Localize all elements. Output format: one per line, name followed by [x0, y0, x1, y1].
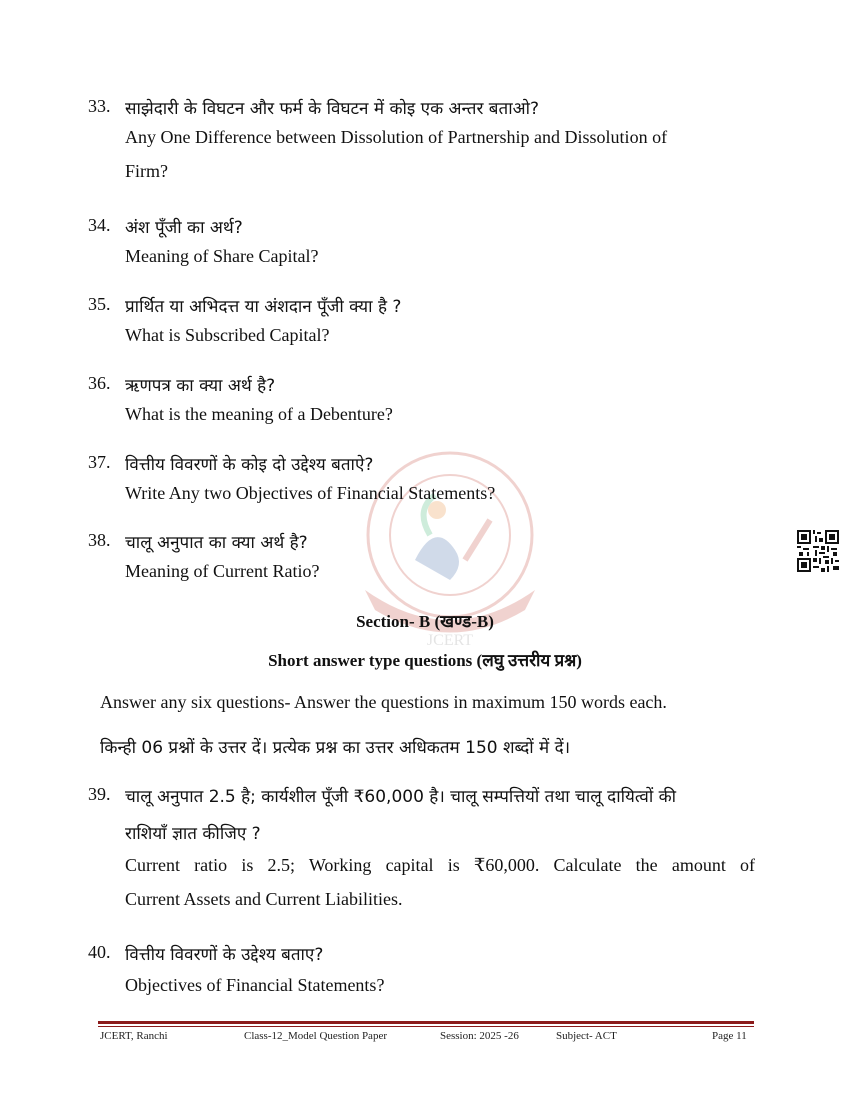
question-number: 35. [88, 294, 111, 314]
footer-paper: Class-12_Model Question Paper [244, 1030, 387, 1042]
question-text-english: What is the meaning of a Debenture? [125, 404, 393, 424]
section-subtitle: Short answer type questions (लघु उत्तरीय प्रश्न) [268, 651, 582, 670]
question-text-english: Write Any two Objectives of Financial Statements? [125, 483, 496, 503]
footer-rule-thick [98, 1021, 754, 1024]
question-number: 38. [88, 530, 111, 550]
question-number: 36. [88, 373, 111, 393]
instruction-hindi: किन्ही 06 प्रश्नों के उत्तर दें। प्रत्येक प्रश्न का उत्तर अधिकतम 150 शब्दों में दें। [100, 738, 571, 758]
question-text-english: Any One Difference between Dissolution of Partnership and Dissolution of [125, 127, 668, 147]
question-text-hindi: साझेदारी के विघटन और फर्म के विघटन में कोइ एक अन्तर बताओ? [125, 99, 540, 119]
question-number: 33. [88, 96, 111, 116]
question-text-english: Meaning of Current Ratio? [125, 561, 320, 581]
question-text-hindi: चालू अनुपात 2.5 है; कार्यशील पूँजी ₹60,000 है। चालू सम्पत्तियों तथा चालू दायित्वों की [125, 787, 677, 807]
question-text-hindi: वित्तीय विवरणों के उद्देश्य बताए? [125, 945, 324, 965]
question-number: 37. [88, 452, 111, 472]
question-text-hindi: चालू अनुपात का क्या अर्थ है? [125, 533, 308, 553]
question-text-hindi-cont: राशियाँ ज्ञात कीजिए ? [125, 824, 261, 844]
question-text-hindi: वित्तीय विवरणों के कोइ दो उद्देश्य बताऐ? [125, 455, 374, 475]
question-text-english-cont: Current Assets and Current Liabilities. [125, 889, 403, 909]
footer-page-number: Page 11 [712, 1030, 747, 1042]
instruction-english: Answer any six questions- Answer the questions in maximum 150 words each. [100, 692, 667, 712]
qr-code-icon [797, 530, 839, 572]
footer-rule-thin [98, 1026, 754, 1027]
question-number: 39. [88, 784, 111, 804]
question-text-english: Meaning of Share Capital? [125, 246, 319, 266]
question-text-english: Current ratio is 2.5; Working capital is ₹60,000. Calculate the amount of [125, 855, 755, 875]
question-text-hindi: अंश पूँजी का अर्थ? [125, 218, 243, 238]
question-number: 40. [88, 942, 111, 962]
question-text-hindi: प्रार्थित या अभिदत्त या अंशदान पूँजी क्या है ? [125, 297, 402, 317]
footer-subject: Subject- ACT [556, 1030, 617, 1042]
section-title: Section- B (खण्ड-B) [356, 612, 494, 631]
question-text-hindi: ऋणपत्र का क्या अर्थ है? [125, 376, 276, 396]
question-number: 34. [88, 215, 111, 235]
footer-session: Session: 2025 -26 [440, 1030, 519, 1042]
question-text-english-cont: Firm? [125, 161, 168, 181]
watermark-text: JCERT [426, 632, 474, 649]
footer-org: JCERT, Ranchi [100, 1030, 168, 1042]
question-text-english: What is Subscribed Capital? [125, 325, 330, 345]
question-text-english: Objectives of Financial Statements? [125, 975, 385, 995]
